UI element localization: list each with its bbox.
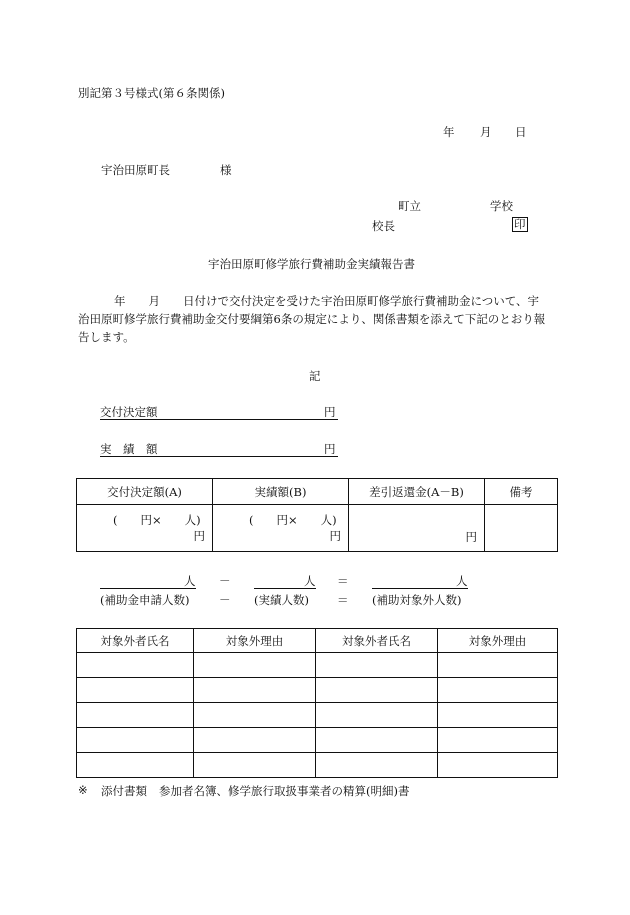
table-cell [194,678,316,703]
sender-town-public: 町立 [398,199,421,213]
actual-count-label: (実績人数) [254,593,309,607]
decision-yen: 円 [193,529,205,543]
actual-formula: ( 円× 人) [249,513,337,527]
exclusion-header-cell: 対象外理由 [438,629,558,653]
ki-heading: 記 [309,369,321,383]
table-cell [77,753,194,778]
actual-count-unit: 人 [304,574,316,588]
amount-actual-underline [100,456,338,457]
date-year: 年 [443,125,455,139]
table-cell [438,728,558,753]
date-month: 月 [480,125,492,139]
date-day: 日 [515,125,527,139]
summary-header-cell: 備考 [485,479,558,505]
addressee-name: 宇治田原町長 [101,163,170,177]
minus-sign-2: － [219,593,231,607]
table-cell [438,703,558,728]
actual-amount-cell [213,505,349,552]
amount-decision-label: 交付決定額 [100,405,158,419]
applicants-label: (補助金申請人数) [100,593,190,607]
footnote-text: 参加者名簿、修学旅行取扱事業者の精算(明細)書 [159,784,410,798]
amount-decision-underline [100,419,338,420]
body-line-3: 告します。 [78,330,135,344]
body-line-2: 治田原町修学旅行費補助金交付要綱第6条の規定により、関係書類を添えて下記のとおり報 [78,312,546,326]
table-cell [194,653,316,678]
table-cell [316,728,438,753]
seal-mark [512,217,528,232]
exclusion-header-cell: 対象外理由 [194,629,316,653]
summary-data-row [77,505,558,552]
exclusion-header-cell: 対象外者氏名 [316,629,438,653]
summary-header-cell: 交付決定額(A) [77,479,213,505]
table-cell [77,703,194,728]
applicants-unit: 人 [184,574,196,588]
table-cell [316,678,438,703]
sender-principal: 校長 [372,219,395,233]
table-row [77,653,558,678]
excluded-unit: 人 [456,574,468,588]
table-cell [438,678,558,703]
table-cell [316,753,438,778]
summary-header-row [77,479,558,505]
summary-header-cell: 実績額(B) [213,479,349,505]
decision-amount-cell [77,505,213,552]
document-title: 宇治田原町修学旅行費補助金実績報告書 [208,257,415,271]
sender-school: 学校 [490,199,513,213]
table-cell [194,703,316,728]
table-row [77,703,558,728]
table-cell [194,728,316,753]
difference-cell [349,505,485,552]
exclusion-header-row [77,629,558,653]
footnote-label: 添付書類 [101,784,147,798]
remarks-cell [485,505,558,552]
summary-header-cell: 差引返還金(A－B) [349,479,485,505]
table-cell [316,653,438,678]
minus-sign: － [219,574,231,588]
table-row [77,678,558,703]
form-label: 別記第３号様式(第６条関係) [78,86,225,100]
footnote-mark: ※ [78,783,88,797]
amount-actual-unit: 円 [324,442,336,456]
table-cell [77,678,194,703]
excluded-underline [372,588,468,589]
equals-sign-2: ＝ [337,593,349,607]
excluded-label: (補助対象外人数) [372,593,462,607]
table-cell [316,703,438,728]
exclusion-header-cell: 対象外者氏名 [77,629,194,653]
equals-sign: ＝ [337,574,349,588]
table-row [77,753,558,778]
seal-text: 印 [514,217,526,231]
amount-decision-unit: 円 [324,405,336,419]
table-cell [194,753,316,778]
summary-table [76,478,558,552]
applicants-underline [100,588,196,589]
decision-formula: ( 円× 人) [113,513,201,527]
exclusion-table [76,628,558,778]
body-line-1: 年 月 日付けで交付決定を受けた宇治田原町修学旅行費補助金について、宇 [114,294,540,308]
table-cell [438,753,558,778]
difference-yen: 円 [465,530,477,544]
addressee-honorific: 様 [220,163,232,177]
table-row [77,728,558,753]
amount-actual-label: 実 績 額 [100,442,158,456]
table-cell [77,728,194,753]
actual-yen: 円 [329,529,341,543]
table-cell [77,653,194,678]
table-cell [438,653,558,678]
